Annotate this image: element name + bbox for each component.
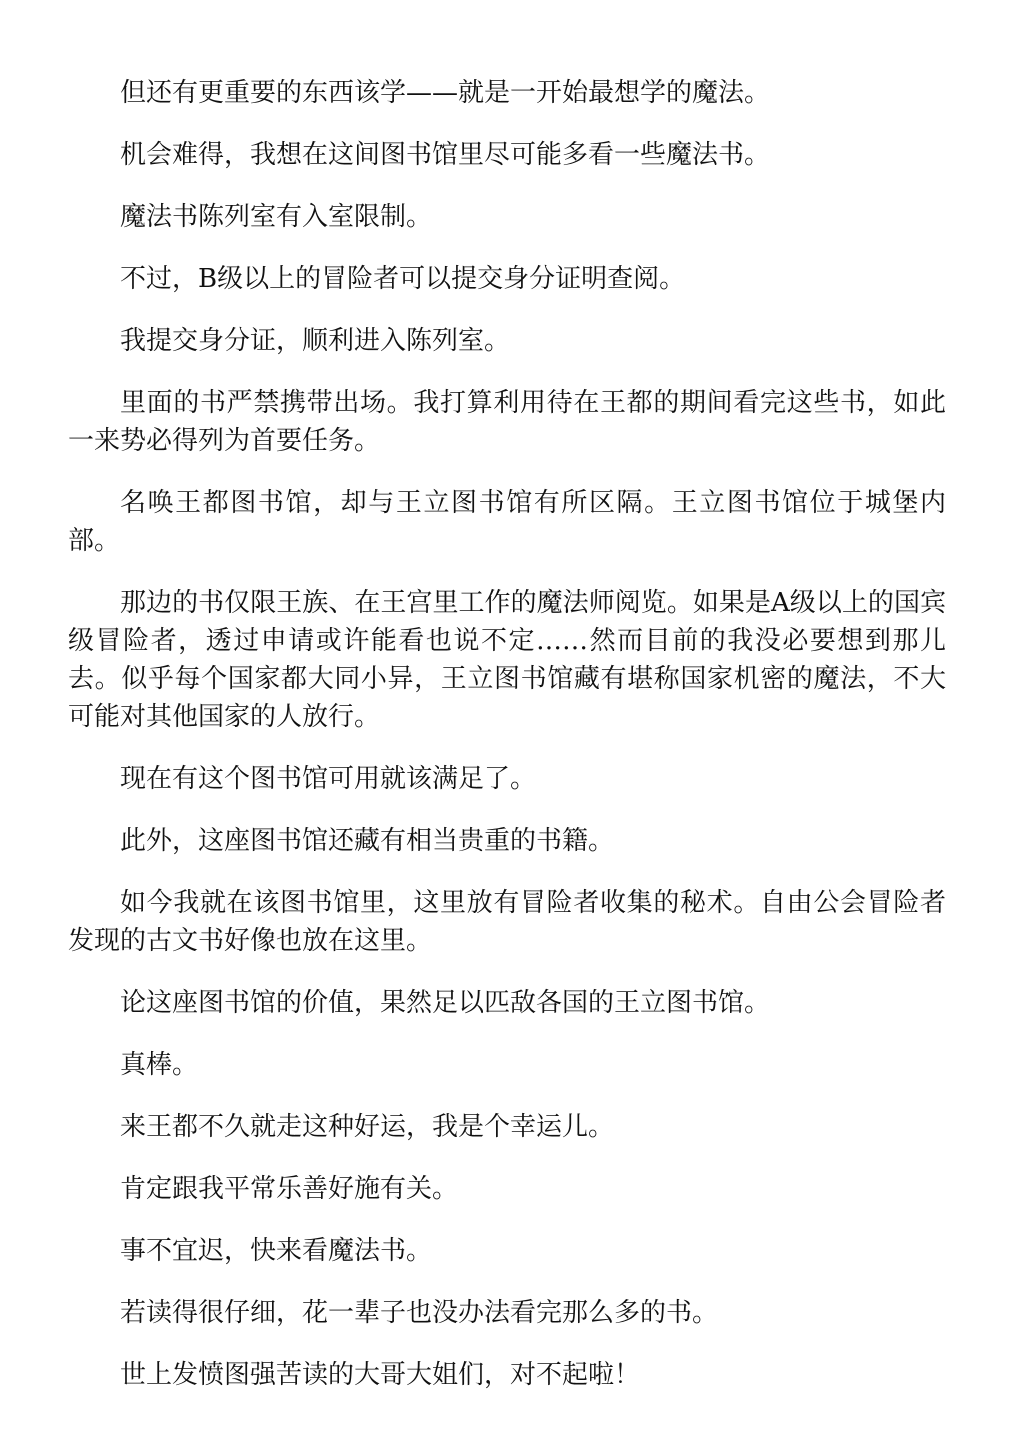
paragraph: 机会难得，我想在这间图书馆里尽可能多看一些魔法书。 [120, 140, 771, 170]
paragraph: 事不宜迟，快来看魔法书。 [120, 1236, 433, 1266]
paragraph: 但还有更重要的东西该学——就是一开始最想学的魔法。 [120, 78, 771, 108]
paragraph: 名唤王都图书馆，却与王立图书馆有所区隔。王立图书馆位于城堡内部。 [68, 488, 946, 556]
paragraph: 现在有这个图书馆可用就该满足了。 [120, 764, 537, 794]
paragraph: 若读得很仔细，花一辈子也没办法看完那么多的书。 [120, 1298, 719, 1328]
paragraph: 世上发愤图强苦读的大哥大姐们，对不起啦！ [120, 1360, 641, 1390]
paragraph: 此外，这座图书馆还藏有相当贵重的书籍。 [120, 826, 615, 856]
paragraph: 里面的书严禁携带出场。我打算利用待在王都的期间看完这些书，如此一来势必得列为首要任务。 [68, 388, 946, 456]
paragraph: 如今我就在该图书馆里，这里放有冒险者收集的秘术。自由公会冒险者发现的古文书好像也放在这里。 [68, 888, 946, 956]
document-body [68, 74, 946, 1418]
paragraph: 肯定跟我平常乐善好施有关。 [120, 1174, 459, 1204]
paragraph: 真棒。 [120, 1050, 199, 1080]
paragraph: 那边的书仅限王族、在王宫里工作的魔法师阅览。如果是A级以上的国宾级冒险者，透过申请或许能看也说不定……然而目前的我没必要想到那儿去。似乎每个国家都大同小异，王立图书馆藏有堪称国家机密的魔法，不大可能对其他国家的人放行。 [68, 588, 946, 732]
paragraph: 不过，B级以上的冒险者可以提交身分证明查阅。 [120, 264, 686, 294]
paragraph: 魔法书陈列室有入室限制。 [120, 202, 433, 232]
paragraph: 论这座图书馆的价值，果然足以匹敌各国的王立图书馆。 [120, 988, 771, 1018]
paragraph: 来王都不久就走这种好运，我是个幸运儿。 [120, 1112, 615, 1142]
paragraph: 我提交身分证，顺利进入陈列室。 [120, 326, 511, 356]
